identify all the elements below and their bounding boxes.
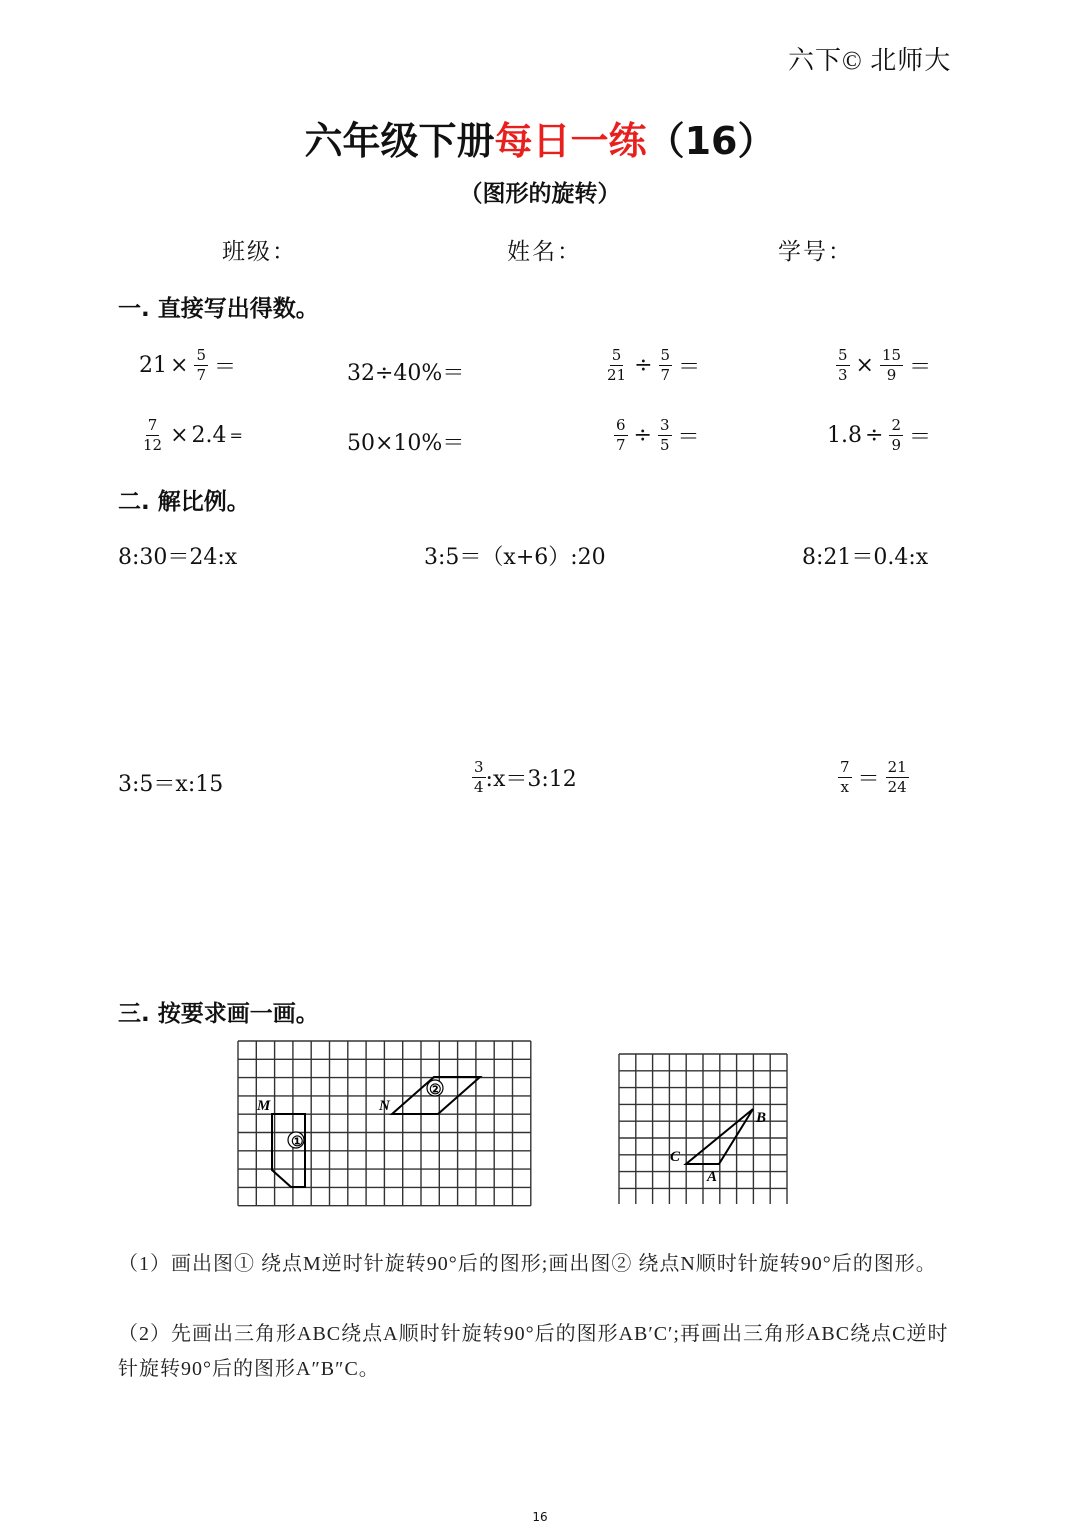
operator: ÷ xyxy=(865,423,884,448)
fraction xyxy=(614,418,628,453)
denominator: 7 xyxy=(616,436,626,454)
denominator: 12 xyxy=(143,436,163,454)
numerator: 5 xyxy=(196,346,206,364)
title-number: （16） xyxy=(646,119,776,163)
figure-1-label: ① xyxy=(291,1135,304,1150)
proportion-2: 3:5＝（x+6）:20 xyxy=(424,545,606,570)
operand: 1.8 xyxy=(827,423,862,448)
equals: ＝ xyxy=(857,767,880,792)
figure-2-label: ② xyxy=(429,1083,442,1098)
equals: ＝ xyxy=(909,355,932,380)
point-b-label: B xyxy=(756,1110,767,1126)
fraction xyxy=(889,418,903,453)
proportion-5 xyxy=(472,760,577,795)
equals: ＝ xyxy=(908,425,931,450)
denominator: 9 xyxy=(891,436,901,454)
proportion-rest: :x＝3:12 xyxy=(485,767,577,792)
point-a-label: A xyxy=(707,1169,718,1185)
fraction xyxy=(886,760,909,795)
rotation-grid-1 xyxy=(236,1038,534,1210)
equals: ＝ xyxy=(677,425,700,450)
numerator: 7 xyxy=(840,758,850,776)
fraction xyxy=(605,348,628,383)
calc-r1-1 xyxy=(139,348,239,383)
numerator: 5 xyxy=(838,346,848,364)
numerator: 3 xyxy=(659,416,670,434)
operator: ÷ xyxy=(634,353,653,378)
instruction-1: （1）画出图① 绕点M逆时针旋转90°后的图形;画出图② 绕点N顺时针旋转90°后的图形。 xyxy=(118,1253,937,1275)
rotation-grid-2 xyxy=(617,1052,791,1204)
calc-r2-2: 50×10%＝ xyxy=(347,431,465,456)
numerator: 5 xyxy=(611,346,622,364)
proportion-4: 3:5＝x:15 xyxy=(118,772,224,797)
title-daily-practice: 每日一练 xyxy=(494,119,647,163)
page-number: 16 xyxy=(532,1510,548,1524)
point-n-label: N xyxy=(379,1098,390,1114)
denominator: 3 xyxy=(838,366,848,384)
numerator: 3 xyxy=(474,758,484,776)
page-title xyxy=(0,110,1080,165)
title-grade: 六年级下册 xyxy=(304,119,495,163)
denominator: 24 xyxy=(887,778,907,796)
fraction xyxy=(880,348,903,383)
fraction xyxy=(141,418,164,453)
fraction xyxy=(194,348,208,383)
equals: = xyxy=(229,426,243,445)
denominator: 7 xyxy=(196,366,206,384)
operator: × xyxy=(855,353,874,378)
class-label: 班级： xyxy=(222,239,297,265)
equals: ＝ xyxy=(213,355,236,380)
fraction xyxy=(472,760,486,795)
section1-heading: 一. 直接写出得数。 xyxy=(118,296,319,322)
numerator: 6 xyxy=(616,416,626,434)
calc-r2-1 xyxy=(138,418,246,453)
numerator: 2 xyxy=(891,416,901,434)
fraction xyxy=(658,418,672,453)
fraction xyxy=(838,760,852,795)
denominator: 5 xyxy=(659,436,670,454)
equals: ＝ xyxy=(678,355,701,380)
proportion-1: 8:30＝24:x xyxy=(118,545,238,570)
denominator: 9 xyxy=(886,366,897,384)
denominator: 21 xyxy=(607,366,627,384)
point-m-label: M xyxy=(257,1098,271,1114)
operator: ÷ xyxy=(633,423,652,448)
section2-heading: 二. 解比例。 xyxy=(118,489,250,515)
proportion-6 xyxy=(835,760,912,795)
operand: 2.4 xyxy=(191,423,227,448)
fraction xyxy=(836,348,850,383)
instruction-2: （2）先画出三角形ABC绕点A顺时针旋转90°后的图形AB′C′;再画出三角形ABC绕点C逆时针旋转90°后的图形A″B″C。 xyxy=(118,1323,949,1380)
denominator: x xyxy=(840,778,849,796)
name-label: 姓名： xyxy=(507,239,582,265)
calc-r1-4 xyxy=(833,348,934,383)
section3-heading: 三. 按要求画一画。 xyxy=(118,1001,319,1027)
operand: 21 xyxy=(139,353,167,378)
numerator: 15 xyxy=(881,346,902,364)
student-id-label: 学号： xyxy=(778,239,853,265)
fraction xyxy=(659,348,673,383)
calc-r1-3 xyxy=(602,348,703,383)
calc-r2-4 xyxy=(827,418,934,453)
calc-r2-3 xyxy=(611,418,703,453)
proportion-3: 8:21＝0.4:x xyxy=(802,545,929,570)
operator: × xyxy=(170,353,189,378)
point-c-label: C xyxy=(670,1149,681,1165)
denominator: 4 xyxy=(474,778,484,796)
book-tag: 六下© 北师大 xyxy=(788,46,952,75)
numerator: 21 xyxy=(887,758,907,776)
operator: × xyxy=(170,423,189,448)
numerator: 7 xyxy=(147,416,158,434)
denominator: 7 xyxy=(660,366,671,384)
page-subtitle: （图形的旋转） xyxy=(459,181,621,207)
numerator: 5 xyxy=(660,346,671,364)
calc-r1-2: 32÷40%＝ xyxy=(347,361,465,386)
